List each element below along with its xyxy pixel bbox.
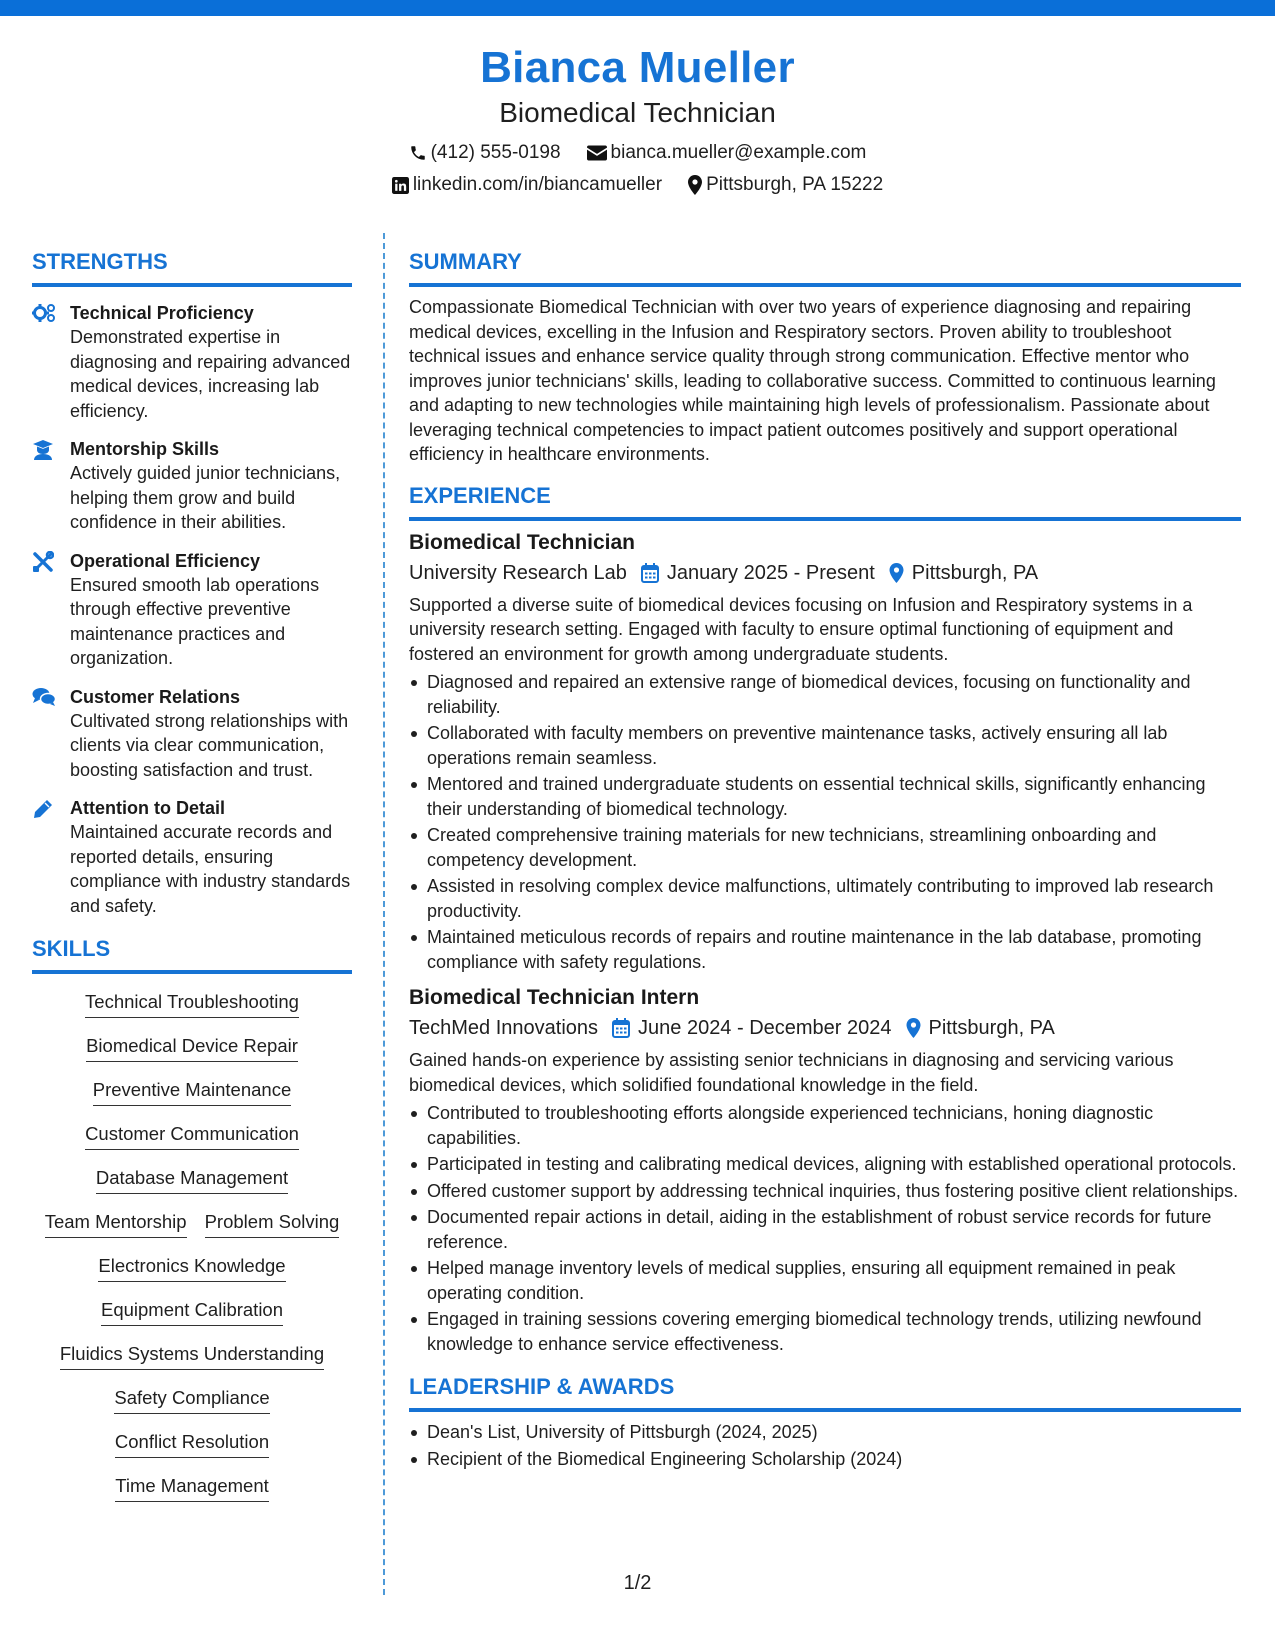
job-meta — [409, 559, 1241, 587]
job-dates — [612, 1014, 892, 1042]
dates-text: June 2024 - December 2024 — [638, 1017, 892, 1039]
job-role: Biomedical Technician Intern — [409, 986, 700, 1009]
strength-desc: Demonstrated expertise in diagnosing and repairing advanced medical devices, increasing lab efficiency. — [70, 327, 351, 421]
contact-linkedin[interactable] — [392, 173, 662, 197]
strength-item — [32, 301, 352, 423]
company-name: University Research Lab — [409, 561, 627, 584]
strength-item — [32, 685, 352, 783]
location-text: Pittsburgh, PA 15222 — [706, 174, 884, 195]
chat-icon — [32, 685, 70, 783]
dates-text: January 2025 - Present — [666, 561, 875, 584]
strength-desc: Cultivated strong relationships with clients via clear communication, boosting satisfaction and trust. — [70, 710, 349, 780]
bullet-item: Assisted in resolving complex device malfunctions, ultimately contributing to improved lab research productivity. — [409, 874, 1241, 923]
job-dates — [641, 559, 875, 587]
email-text: bianca.mueller@example.com — [610, 142, 867, 163]
skills-rule — [32, 970, 352, 974]
skill-tag: Safety Compliance — [114, 1386, 269, 1414]
job-location — [906, 1014, 1055, 1042]
bullet-item: Engaged in training sessions covering emerging biomedical technology trends, utilizing newfound knowledge to enhance service effectiveness. — [409, 1307, 1241, 1356]
awards-list — [409, 1420, 1241, 1471]
strength-item — [32, 549, 352, 671]
skill-tag: Biomedical Device Repair — [86, 1034, 298, 1062]
skill-tag: Time Management — [115, 1474, 269, 1502]
bullet-item: Diagnosed and repaired an extensive range of biomedical devices, focusing on functionality and reliability. — [409, 670, 1241, 719]
skill-tag: Problem Solving — [205, 1210, 340, 1238]
summary-rule — [409, 283, 1241, 287]
contact-phone[interactable] — [409, 141, 561, 165]
strengths-heading: STRENGTHS — [32, 249, 168, 274]
awards-heading: LEADERSHIP & AWARDS — [409, 1374, 675, 1399]
phone-text: (412) 555-0198 — [430, 142, 561, 163]
skill-tag: Customer Communication — [85, 1122, 299, 1150]
summary-text: Compassionate Biomedical Technician with over two years of experience diagnosing and repairing medical devices, excelling in the Infusion and Respiratory sectors. Proven ability to troubleshoot technical issues and enhance service quality through strong communication. Effective mentor who improves junior technicians' skills, leading to collaborative success. Committed to continuous learning and adapting to new technologies while maintaining high levels of professionalism. Passionate about leveraging technical competencies to impact patient outcomes positively and support operational efficiency in healthcare environments. — [409, 297, 1216, 464]
experience-heading: EXPERIENCE — [409, 482, 551, 508]
candidate-name: Bianca Mueller — [480, 43, 795, 92]
job-entry — [409, 529, 1241, 975]
top-accent-bar — [0, 0, 1275, 16]
strength-title: Technical Proficiency — [70, 303, 254, 323]
contact-location — [688, 173, 883, 197]
resume-header — [0, 40, 1275, 197]
gears-icon — [32, 301, 70, 423]
bullet-item: Contributed to troubleshooting efforts alongside experienced technicians, honing diagnostic capabilities. — [409, 1101, 1241, 1150]
job-entry — [409, 984, 1241, 1356]
award-item: Dean's List, University of Pittsburgh (2024, 2025) — [409, 1420, 1241, 1445]
summary-heading: SUMMARY — [409, 249, 522, 274]
skills-heading: SKILLS — [32, 936, 111, 961]
skill-tag: Electronics Knowledge — [98, 1254, 285, 1282]
bullet-item: Collaborated with faculty members on preventive maintenance tasks, actively ensuring all lab operations remain seamless. — [409, 721, 1241, 770]
strength-title: Mentorship Skills — [70, 439, 220, 459]
calendar-icon — [641, 563, 659, 583]
location-text: Pittsburgh, PA — [911, 561, 1039, 584]
strength-title: Operational Efficiency — [70, 550, 261, 571]
bullet-item: Documented repair actions in detail, aiding in the establishment of robust service records for future reference. — [409, 1205, 1241, 1254]
awards-rule — [409, 1408, 1241, 1412]
column-divider — [383, 233, 385, 1595]
award-item: Recipient of the Biomedical Engineering Scholarship (2024) — [409, 1447, 1241, 1472]
envelope-icon — [587, 145, 607, 161]
bullet-item: Mentored and trained undergraduate students on essential technical skills, significantly enhancing their understanding of biomedical technology. — [409, 772, 1241, 821]
phone-icon — [409, 144, 427, 162]
job-location — [889, 559, 1038, 587]
left-column — [32, 247, 352, 1502]
contact-email[interactable] — [587, 141, 867, 165]
location-text: Pittsburgh, PA — [928, 1017, 1055, 1039]
bullet-item: Participated in testing and calibrating medical devices, aligning with established operational protocols. — [409, 1152, 1241, 1177]
bullet-item: Maintained meticulous records of repairs and routine maintenance in the lab database, promoting compliance with safety regulations. — [409, 925, 1241, 974]
linkedin-icon — [392, 177, 409, 194]
tools-icon — [32, 549, 70, 671]
skill-tag: Fluidics Systems Understanding — [60, 1342, 324, 1370]
strength-item — [32, 437, 352, 535]
bullet-item: Created comprehensive training materials for new technicians, streamlining onboarding and competency development. — [409, 823, 1241, 872]
job-meta — [409, 1014, 1241, 1042]
strength-desc: Maintained accurate records and reported details, ensuring compliance with industry standards and safety. — [70, 822, 351, 916]
job-description: Gained hands-on experience by assisting senior technicians in diagnosing and servicing various biomedical devices, which solidified foundational knowledge in the field. — [409, 1050, 1174, 1095]
linkedin-text: linkedin.com/in/biancamueller — [412, 174, 663, 195]
bullet-item: Offered customer support by addressing technical inquiries, thus fostering positive client relationships. — [409, 1179, 1241, 1204]
contact-row-2 — [0, 173, 1275, 197]
job-bullets — [409, 1101, 1241, 1356]
strength-title: Customer Relations — [70, 686, 241, 707]
pencil-icon — [32, 796, 70, 918]
job-bullets — [409, 670, 1241, 974]
right-column — [409, 247, 1241, 1473]
company-name: TechMed Innovations — [409, 1017, 599, 1039]
strength-title: Attention to Detail — [70, 798, 225, 818]
map-pin-icon — [688, 175, 702, 195]
strength-desc: Ensured smooth lab operations through effective preventive maintenance practices and organization. — [70, 574, 320, 668]
job-company — [409, 559, 627, 587]
candidate-title: Biomedical Technician — [499, 97, 776, 128]
bullet-item: Helped manage inventory levels of medical supplies, ensuring all equipment remained in peak operating condition. — [409, 1256, 1241, 1305]
job-company — [409, 1014, 598, 1042]
experience-rule — [409, 517, 1241, 521]
skill-tag: Equipment Calibration — [101, 1298, 283, 1326]
job-description: Supported a diverse suite of biomedical devices focusing on Infusion and Respiratory systems in a university research setting. Engaged with faculty to ensure optimal functioning of equipment and fostered an environment for growth among undergraduate students. — [409, 594, 1193, 664]
strength-desc: Actively guided junior technicians, helping them grow and build confidence in their abilities. — [70, 463, 341, 532]
map-pin-icon — [906, 1018, 921, 1038]
contact-row-1 — [0, 141, 1275, 165]
skill-tag: Conflict Resolution — [115, 1430, 269, 1458]
page-number: 1/2 — [623, 1572, 652, 1594]
skill-tag: Team Mentorship — [45, 1210, 187, 1238]
strengths-rule — [32, 283, 352, 287]
skill-tag: Preventive Maintenance — [93, 1078, 291, 1106]
map-pin-icon — [889, 563, 904, 583]
job-role: Biomedical Technician — [409, 530, 636, 554]
skills-list — [32, 990, 352, 1502]
skill-tag: Technical Troubleshooting — [85, 990, 299, 1018]
graduate-icon — [32, 437, 70, 535]
strength-item — [32, 796, 352, 918]
calendar-icon — [612, 1018, 630, 1038]
skill-tag: Database Management — [96, 1166, 288, 1194]
